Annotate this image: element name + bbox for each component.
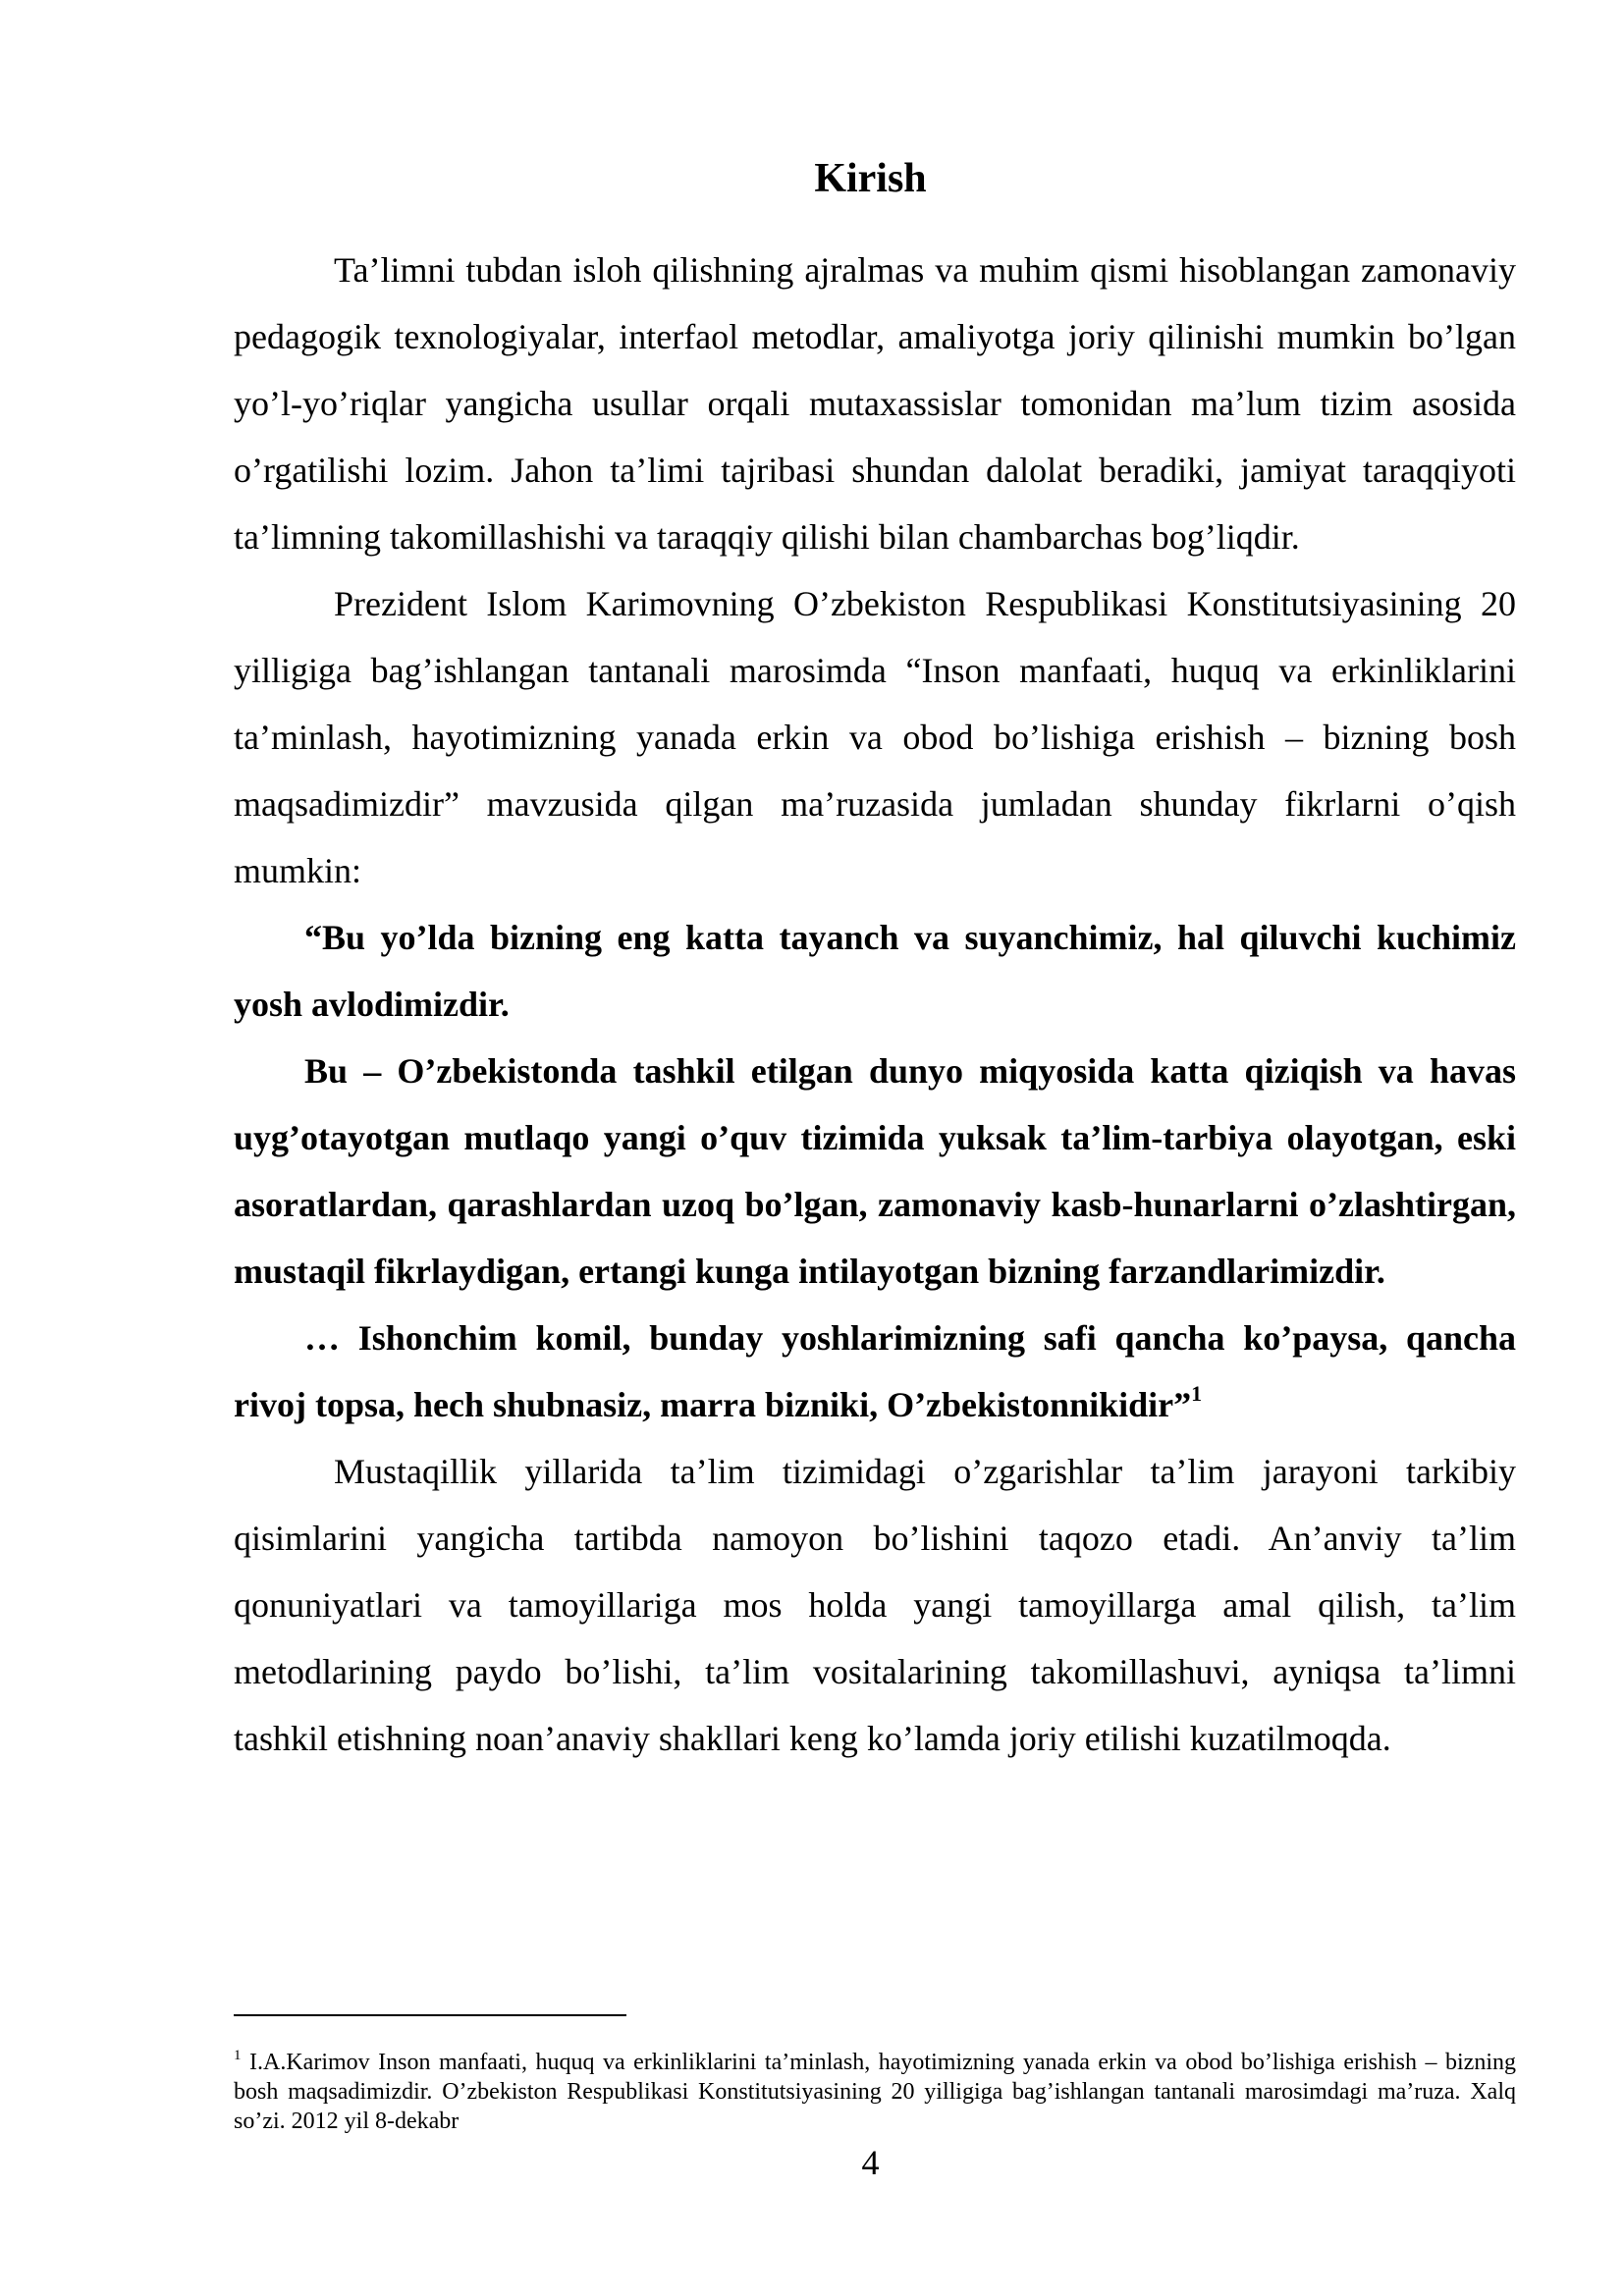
footnote	[234, 2048, 1516, 2136]
paragraph-2: Prezident Islom Karimovning O’zbekiston Respublikasi Konstitutsiyasining 20 yilligiga bag’ishlangan tantanali marosimda “Inson manfaati, huquq va erkinliklarini ta’minlash, hayotimizning yanada erkin va obod bo’lishiga erishish – bizning bosh maqsadimizdir” mavzusida qilgan ma’ruzasida jumladan shunday fikrlarni o’qish mumkin:	[234, 584, 1516, 890]
quote-1: “Bu yo’lda bizning eng katta tayanch va suyanchimiz, hal qiluvchi kuchimiz yosh avlodimizdir.	[234, 918, 1516, 1024]
page-title: Kirish	[814, 156, 927, 201]
paragraph-1: Ta’limni tubdan isloh qilishning ajralmas va muhim qismi hisoblangan zamonaviy pedagogik texnologiyalar, interfaol metodlar, amaliyotga joriy qilinishi mumkin bo’lgan yo’l-yo’riqlar yangicha usullar orqali mutaxassislar tomonidan ma’lum tizim asosida o’rgatilishi lozim. Jahon ta’limi tajribasi shundan dalolat beradiki, jamiyat taraqqiyoti ta’limning takomillashishi va taraqqiy qilishi bilan chambarchas bog’liqdir.	[234, 250, 1516, 557]
quote-3-text: … Ishonchim komil, bunday yoshlarimizning safi qancha ko’paysa, qancha rivoj topsa, hech shubnasiz, marra bizniki, O’zbekistonnikidir”	[234, 1318, 1516, 1424]
body-text	[234, 237, 1516, 1772]
paragraph-3: Mustaqillik yillarida ta’lim tizimidagi o’zgarishlar ta’lim jarayoni tarkibiy qisimlarini yangicha tartibda namoyon bo’lishini taqozo etadi. An’anviy ta’lim qonuniyatlari va tamoyillariga mos holda yangi tamoyillarga amal qilish, ta’lim metodlarining paydo bo’lishi, ta’lim vositalarining takomillashuvi, ayniqsa ta’limni tashkil etishning noan’anaviy shakllari keng ko’lamda joriy etilishi kuzatilmoqda.	[234, 1452, 1516, 1758]
footnote-divider	[234, 2014, 626, 2016]
quote-3	[234, 1305, 1516, 1438]
footnote-text: I.A.Karimov Inson manfaati, huquq va erkinliklarini ta’minlash, hayotimizning yanada erkin va obod bo’lishiga erishish – bizning bosh maqsadimizdir. O’zbekiston Respublikasi Konstitutsiyasining 20 yilligiga bag’ishlangan tantanali marosimdagi ma’ruza. Xalq so’zi. 2012 yil 8-dekabr	[234, 2050, 1517, 2134]
quote-2: Bu – O’zbekistonda tashkil etilgan dunyo miqyosida katta qiziqish va havas uyg’otayotgan mutlaqo yangi o’quv tizimida yuksak ta’lim-tarbiya olayotgan, eski asoratlardan, qarashlardan uzoq bo’lgan, zamonaviy kasb-hunarlarni o’zlashtirgan, mustaqil fikrlaydigan, ertangi kunga intilayotgan bizning farzandlarimizdir.	[234, 1051, 1516, 1291]
footnote-mark: 1	[234, 2048, 242, 2063]
footnote-reference: 1	[1191, 1381, 1203, 1406]
page-number: 4	[861, 2143, 880, 2182]
